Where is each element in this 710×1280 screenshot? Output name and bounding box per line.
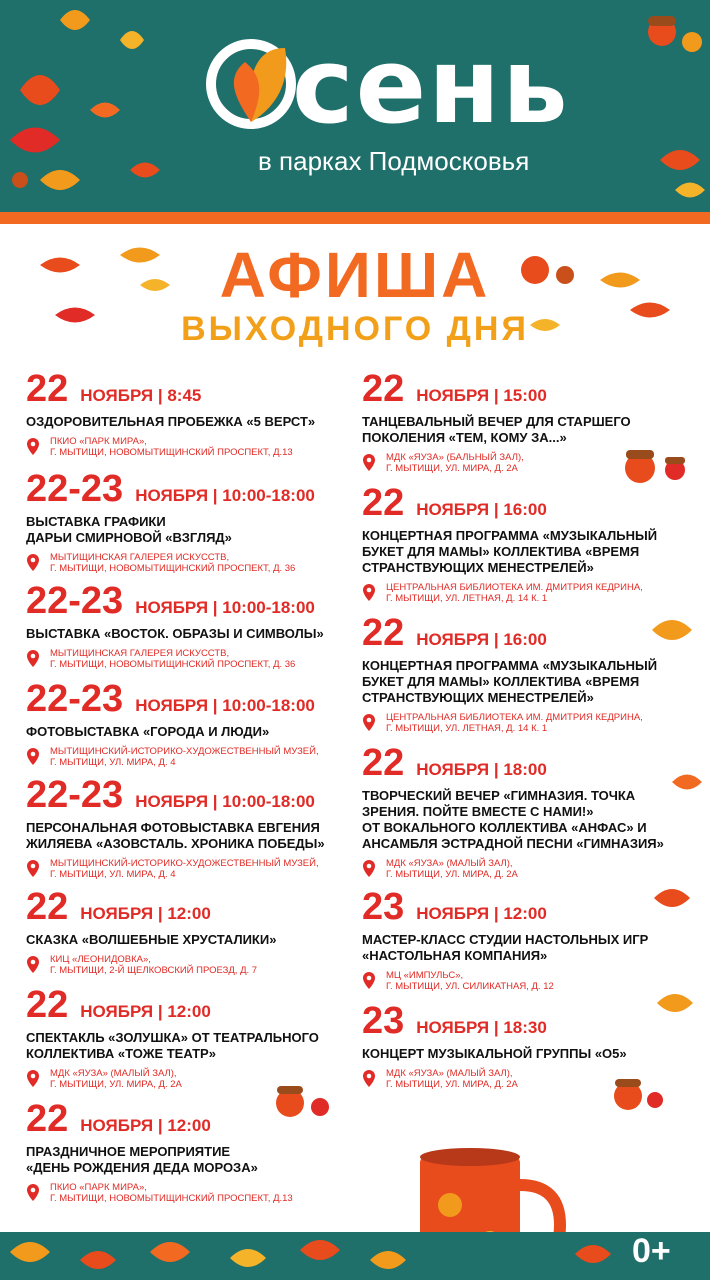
acorns-decoration-right bbox=[600, 0, 710, 212]
location-pin-icon bbox=[362, 972, 376, 990]
event-day: 22 bbox=[362, 612, 405, 654]
poster-title: АФИША bbox=[219, 239, 491, 311]
leaf-decoration-icon bbox=[650, 610, 695, 650]
event-address: Г. МЫТИЩИ, НОВОМЫТИЩИНСКИЙ ПРОСПЕКТ, Д. 36 bbox=[50, 659, 296, 670]
event-month-time: НОЯБРЯ | 12:00 bbox=[80, 1002, 211, 1021]
event-month-time: НОЯБРЯ | 10:00-18:00 bbox=[135, 598, 315, 617]
event-venue: МДК «ЯУЗА» (МАЛЫЙ ЗАЛ), bbox=[50, 1068, 177, 1079]
location-pin-icon bbox=[362, 584, 376, 602]
event-month-time: НОЯБРЯ | 10:00-18:00 bbox=[135, 696, 315, 715]
location-pin-icon bbox=[26, 650, 40, 668]
location-pin-icon bbox=[26, 554, 40, 572]
event-month-time: НОЯБРЯ | 12:00 bbox=[80, 1116, 211, 1135]
event-venue: ПКИО «ПАРК МИРА», bbox=[50, 1182, 147, 1193]
event-card bbox=[26, 470, 315, 574]
event-card bbox=[26, 370, 315, 458]
event-venue: ЦЕНТРАЛЬНАЯ БИБЛИОТЕКА ИМ. ДМИТРИЯ КЕДРИНА, bbox=[386, 712, 643, 723]
event-venue: МЫТИЩИНСКАЯ ГАЛЕРЕЯ ИСКУССТВ, bbox=[50, 648, 230, 659]
event-day: 22-23 bbox=[26, 580, 124, 622]
event-day: 22 bbox=[26, 886, 69, 928]
event-venue: МЫТИЩИНСКАЯ ГАЛЕРЕЯ ИСКУССТВ, bbox=[50, 552, 230, 563]
event-title: МАСТЕР-КЛАСС СТУДИИ НАСТОЛЬНЫХ ИГР «НАСТОЛЬНАЯ КОМПАНИЯ» bbox=[362, 932, 649, 963]
event-card bbox=[26, 776, 325, 880]
event-month-time: НОЯБРЯ | 10:00-18:00 bbox=[135, 792, 315, 811]
event-title: КОНЦЕРТНАЯ ПРОГРАММА «МУЗЫКАЛЬНЫЙ БУКЕТ ДЛЯ МАМЫ» КОЛЛЕКТИВА «ВРЕМЯ СТРАНСТВУЮЩИХ МЕНЕСТРЕЛЕЙ» bbox=[362, 658, 658, 705]
event-card bbox=[26, 582, 324, 670]
event-title: ПЕРСОНАЛЬНАЯ ФОТОВЫСТАВКА ЕВГЕНИЯ ЖИЛЯЕВА «АЗОВСТАЛЬ. ХРОНИКА ПОБЕДЫ» bbox=[26, 820, 325, 851]
location-pin-icon bbox=[26, 438, 40, 456]
event-card bbox=[362, 1002, 627, 1090]
event-month-time: НОЯБРЯ | 18:00 bbox=[416, 760, 547, 779]
event-month-time: НОЯБРЯ | 8:45 bbox=[80, 386, 202, 405]
event-venue: КИЦ «ЛЕОНИДОВКА», bbox=[50, 954, 151, 965]
location-pin-icon bbox=[362, 454, 376, 472]
event-month-time: НОЯБРЯ | 12:00 bbox=[416, 904, 547, 923]
location-pin-icon bbox=[26, 956, 40, 974]
acorns-decoration-icon bbox=[620, 440, 700, 490]
location-pin-icon bbox=[362, 714, 376, 732]
poster-subtitle: ВЫХОДНОГО ДНЯ bbox=[181, 310, 529, 348]
location-pin-icon bbox=[362, 1070, 376, 1088]
event-title: ПРАЗДНИЧНОЕ МЕРОПРИЯТИЕ «ДЕНЬ РОЖДЕНИЯ ДЕДА МОРОЗА» bbox=[26, 1144, 258, 1175]
event-day: 22-23 bbox=[26, 468, 124, 510]
event-day: 22-23 bbox=[26, 678, 124, 720]
event-address: Г. МЫТИЩИ, УЛ. МИРА, Д. 2А bbox=[386, 463, 518, 474]
footer-leaves-decoration bbox=[0, 1222, 710, 1280]
event-address: Г. МЫТИЩИ, НОВОМЫТИЩИНСКИЙ ПРОСПЕКТ, Д.13 bbox=[50, 1193, 293, 1204]
event-month-time: НОЯБРЯ | 16:00 bbox=[416, 630, 547, 649]
logo-leaf-o-icon bbox=[205, 38, 297, 130]
autumn-leaves-decoration-left bbox=[0, 0, 200, 212]
event-card bbox=[362, 888, 648, 992]
leaf-decoration-icon bbox=[652, 880, 692, 916]
event-card bbox=[26, 1100, 293, 1204]
event-title: ФОТОВЫСТАВКА «ГОРОДА И ЛЮДИ» bbox=[26, 724, 270, 739]
event-address: Г. МЫТИЩИ, УЛ. МИРА, Д. 4 bbox=[50, 869, 176, 880]
location-pin-icon bbox=[26, 1184, 40, 1202]
event-title: ОЗДОРОВИТЕЛЬНАЯ ПРОБЕЖКА «5 ВЕРСТ» bbox=[26, 414, 316, 429]
header-subtitle: в парках Подмосковья bbox=[258, 146, 530, 176]
acorns-decoration-icon bbox=[270, 1075, 340, 1125]
event-title: СКАЗКА «ВОЛШЕБНЫЕ ХРУСТАЛИКИ» bbox=[26, 932, 277, 947]
event-venue: МЫТИЩИНСКИЙ-ИСТОРИКО-ХУДОЖЕСТВЕННЫЙ МУЗЕЙ, bbox=[50, 746, 319, 757]
event-venue: МДК «ЯУЗА» (МАЛЫЙ ЗАЛ), bbox=[386, 1068, 513, 1079]
event-day: 22 bbox=[362, 368, 405, 410]
event-address: Г. МЫТИЩИ, УЛ. МИРА, Д. 2А bbox=[50, 1079, 182, 1090]
event-address: Г. МЫТИЩИ, НОВОМЫТИЩИНСКИЙ ПРОСПЕКТ, Д.13 bbox=[50, 447, 293, 458]
event-venue: МДК «ЯУЗА» (МАЛЫЙ ЗАЛ), bbox=[386, 858, 513, 869]
leaf-decoration-icon bbox=[670, 765, 705, 800]
logo-text: сень bbox=[292, 25, 570, 147]
event-card bbox=[26, 680, 319, 768]
location-pin-icon bbox=[26, 748, 40, 766]
event-card bbox=[362, 614, 657, 734]
event-venue: МЫТИЩИНСКИЙ-ИСТОРИКО-ХУДОЖЕСТВЕННЫЙ МУЗЕЙ, bbox=[50, 858, 319, 869]
event-day: 22-23 bbox=[26, 774, 124, 816]
event-month-time: НОЯБРЯ | 16:00 bbox=[416, 500, 547, 519]
event-venue: МЦ «ИМПУЛЬС», bbox=[386, 970, 464, 981]
event-title: КОНЦЕРТНАЯ ПРОГРАММА «МУЗЫКАЛЬНЫЙ БУКЕТ ДЛЯ МАМЫ» КОЛЛЕКТИВА «ВРЕМЯ СТРАНСТВУЮЩИХ МЕНЕСТРЕЛЕЙ» bbox=[362, 528, 658, 575]
event-card bbox=[362, 484, 657, 604]
location-pin-icon bbox=[362, 860, 376, 878]
leaf-cluster-left-icon bbox=[30, 245, 190, 335]
event-venue: МДК «ЯУЗА» (БАЛЬНЫЙ ЗАЛ), bbox=[386, 452, 524, 463]
event-month-time: НОЯБРЯ | 15:00 bbox=[416, 386, 547, 405]
event-day: 23 bbox=[362, 886, 405, 928]
age-rating-badge: 0+ bbox=[632, 1232, 671, 1270]
event-venue: ЦЕНТРАЛЬНАЯ БИБЛИОТЕКА ИМ. ДМИТРИЯ КЕДРИНА, bbox=[386, 582, 643, 593]
event-month-time: НОЯБРЯ | 12:00 bbox=[80, 904, 211, 923]
header-banner bbox=[0, 0, 710, 212]
event-title: ВЫСТАВКА «ВОСТОК. ОБРАЗЫ И СИМВОЛЫ» bbox=[26, 626, 324, 641]
event-title: СПЕКТАКЛЬ «ЗОЛУШКА» ОТ ТЕАТРАЛЬНОГО КОЛЛЕКТИВА «ТОЖЕ ТЕАТР» bbox=[26, 1030, 319, 1061]
event-address: Г. МЫТИЩИ, НОВОМЫТИЩИНСКИЙ ПРОСПЕКТ, Д. 36 bbox=[50, 563, 296, 574]
location-pin-icon bbox=[26, 860, 40, 878]
event-card bbox=[362, 370, 631, 474]
event-address: Г. МЫТИЩИ, 2-Й ЩЕЛКОВСКИЙ ПРОЕЗД, Д. 7 bbox=[50, 965, 258, 976]
event-address: Г. МЫТИЩИ, УЛ. ЛЕТНАЯ, Д. 14 К. 1 bbox=[386, 593, 548, 604]
event-address: Г. МЫТИЩИ, УЛ. СИЛИКАТНАЯ, Д. 12 bbox=[386, 981, 554, 992]
header-stripe bbox=[0, 212, 710, 224]
event-day: 22 bbox=[362, 742, 405, 784]
event-title: ТАНЦЕВАЛЬНЫЙ ВЕЧЕР ДЛЯ СТАРШЕГО ПОКОЛЕНИЯ «ТЕМ, КОМУ ЗА...» bbox=[362, 414, 631, 445]
event-day: 22 bbox=[26, 1098, 69, 1140]
event-month-time: НОЯБРЯ | 18:30 bbox=[416, 1018, 547, 1037]
event-address: Г. МЫТИЩИ, УЛ. МИРА, Д. 4 bbox=[50, 757, 176, 768]
event-address: Г. МЫТИЩИ, УЛ. ЛЕТНАЯ, Д. 14 К. 1 bbox=[386, 723, 548, 734]
event-title: КОНЦЕРТ МУЗЫКАЛЬНОЙ ГРУППЫ «О5» bbox=[362, 1046, 627, 1061]
event-day: 22 bbox=[26, 368, 69, 410]
event-day: 22 bbox=[362, 482, 405, 524]
event-card bbox=[26, 888, 276, 976]
location-pin-icon bbox=[26, 1070, 40, 1088]
event-venue: ПКИО «ПАРК МИРА», bbox=[50, 436, 147, 447]
event-title: ВЫСТАВКА ГРАФИКИ ДАРЬИ СМИРНОВОЙ «ВЗГЛЯД» bbox=[26, 514, 232, 545]
leaf-decoration-icon bbox=[655, 985, 695, 1021]
event-address: Г. МЫТИЩИ, УЛ. МИРА, Д. 2А bbox=[386, 1079, 518, 1090]
event-title: ТВОРЧЕСКИЙ ВЕЧЕР «ГИМНАЗИЯ. ТОЧКА ЗРЕНИЯ. ПОЙТЕ ВМЕСТЕ С НАМИ!» ОТ ВОКАЛЬНОГО КОЛЛЕКТИВА «АНФАС» И АНСАМБЛЯ ЭСТРАДНОЙ ПЕСНИ «ГИМНАЗИЯ» bbox=[362, 788, 664, 851]
acorns-decoration-icon bbox=[608, 1068, 668, 1118]
event-day: 23 bbox=[362, 1000, 405, 1042]
event-day: 22 bbox=[26, 984, 69, 1026]
acorn-cluster-right-icon bbox=[510, 250, 690, 345]
event-address: Г. МЫТИЩИ, УЛ. МИРА, Д. 2А bbox=[386, 869, 518, 880]
event-card bbox=[362, 744, 664, 880]
event-month-time: НОЯБРЯ | 10:00-18:00 bbox=[135, 486, 315, 505]
